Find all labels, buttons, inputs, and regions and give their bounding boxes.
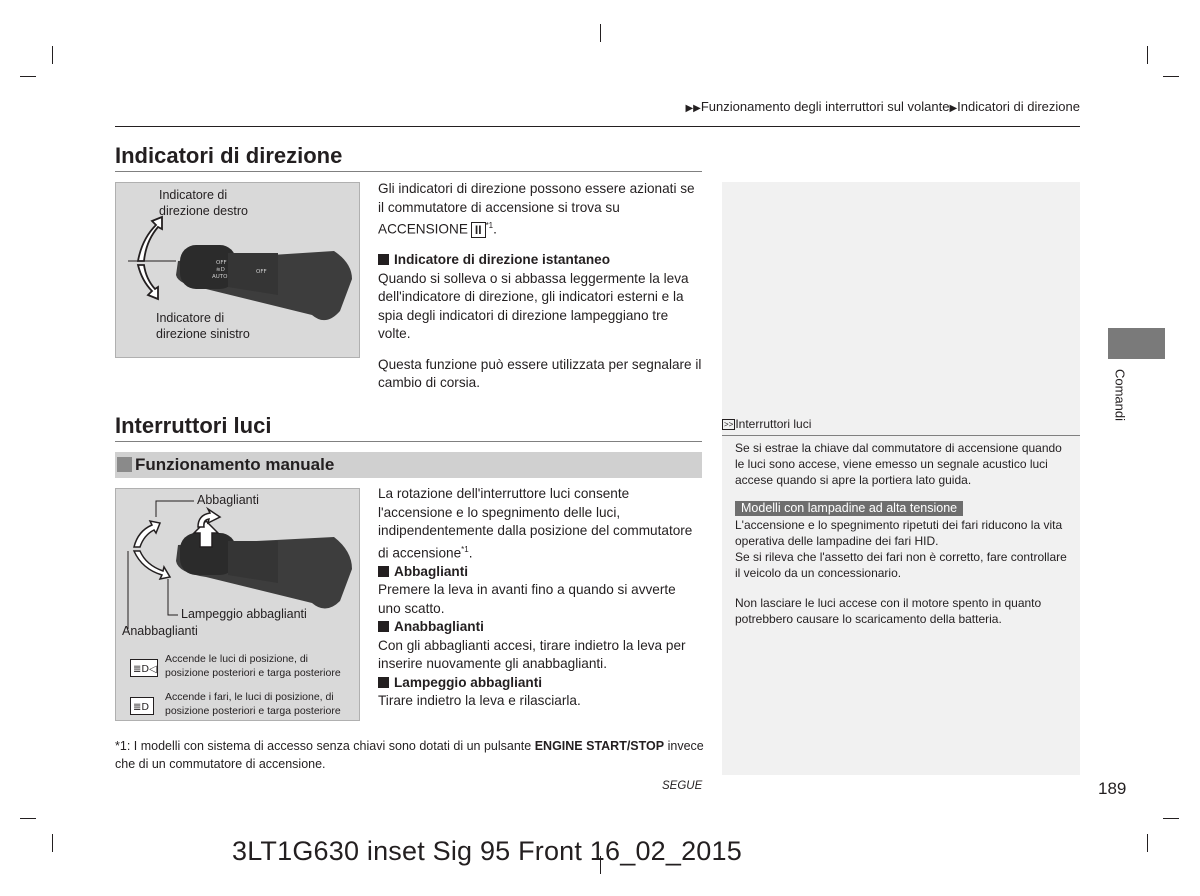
heading-low-beam: Anabbaglianti xyxy=(378,618,702,637)
crop-mark xyxy=(1163,818,1179,819)
turn-signal-text xyxy=(378,180,702,393)
sidebar-heading: >> Interruttori luci xyxy=(724,417,812,431)
crop-mark xyxy=(1147,46,1148,64)
footnote-ref: *1 xyxy=(461,544,469,554)
print-slug: 3LT1G630 inset Sig 95 Front 16_02_2015 xyxy=(232,836,742,866)
sidebar-para-key: Se si estrae la chiave dal commutatore di accensione quando le luci sono accese, viene emesso un segnale acustico luci accese quando si apre la portiera lato guida. xyxy=(735,441,1062,487)
low-beam-text: Con gli abbaglianti accesi, tirare indietro la leva per inserire nuovamente gli anabbaglianti. xyxy=(378,637,686,672)
svg-text:OFF: OFF xyxy=(256,269,267,275)
sidebar-para-battery: Non lasciare le luci accese con il motore spento in quanto potrebbero causare lo scaricamento della batteria. xyxy=(735,596,1042,626)
header-rule xyxy=(115,126,1080,127)
chapter-tab[interactable] xyxy=(1108,328,1165,359)
subhead-manual: Funzionamento manuale xyxy=(115,452,702,478)
section-rule xyxy=(115,171,702,172)
crop-mark xyxy=(52,834,53,852)
svg-text:≣D: ≣D xyxy=(133,702,150,713)
square-bullet-icon xyxy=(378,566,389,577)
label-flash: Lampeggio abbaglianti xyxy=(181,607,307,621)
double-triangle-icon: ▶▶ xyxy=(685,103,701,114)
turn-signal-figure xyxy=(115,182,360,358)
crop-mark xyxy=(1163,76,1179,77)
square-bullet-icon xyxy=(378,254,389,265)
sidebar-rule xyxy=(722,435,1080,436)
hid-models-tag: Modelli con lampadine ad alta tensione xyxy=(735,501,963,516)
breadcrumb-current: Indicatori di direzione xyxy=(957,99,1080,114)
turn-signal-intro: Gli indicatori di direzione possono essere azionati se il commutatore di accensione si trova su ACCENSIONE II $^{*1}$. xyxy=(378,181,695,237)
lights-text xyxy=(378,485,702,711)
triangle-icon: ▶ xyxy=(949,103,958,114)
svg-text:≣D◁: ≣D◁ xyxy=(133,664,157,675)
usage-text: Questa funzione può essere utilizzata per segnalare il cambio di corsia. xyxy=(378,356,702,391)
legend-position-lights: Accende le luci di posizione, di posizione posteriori e targa posteriore xyxy=(165,653,341,679)
headlights-icon xyxy=(130,697,154,715)
svg-text:AUTO: AUTO xyxy=(212,274,228,280)
chapter-tab-label: Comandi xyxy=(1112,368,1128,422)
crop-mark xyxy=(20,76,36,77)
crop-mark xyxy=(1147,834,1148,852)
breadcrumb-parent[interactable]: Funzionamento degli interruttori sul volante xyxy=(700,99,950,114)
legend-headlights: Accende i fari, le luci di posizione, di posizione posteriori e targa posteriore xyxy=(165,691,341,717)
high-beam-text: Premere la leva in avanti fino a quando si avverte uno scatto. xyxy=(378,582,676,616)
flash-text: Tirare indietro la leva e rilasciarla. xyxy=(378,693,581,709)
label-right-signal: Indicatore di direzione destro xyxy=(159,188,248,218)
crop-mark xyxy=(600,24,601,42)
svg-text:OFF: OFF xyxy=(216,260,227,266)
crop-mark xyxy=(20,818,36,819)
sidebar-para-aim: Se si rileva che l'assetto dei fari non è corretto, fare controllare il veicolo da un concessionario. xyxy=(735,550,1067,580)
sidebar-para-hid: L'accensione e lo spegnimento ripetuti dei fari riducono la vita operativa delle lampadine dei fari HID. xyxy=(735,518,1063,548)
continued-marker: SEGUE xyxy=(662,780,703,792)
square-bullet-icon xyxy=(378,621,389,632)
section-title-lights: Interruttori luci xyxy=(115,413,272,438)
heading-high-beam: Abbaglianti xyxy=(378,563,702,582)
position-lights-icon xyxy=(130,659,158,677)
svg-text:≋D: ≋D xyxy=(216,267,225,273)
double-arrow-icon: >> xyxy=(724,420,734,429)
square-bullet-icon xyxy=(117,457,132,472)
footnote: *1: I modelli con sistema di accesso senza chiavi sono dotati di un pulsante ENGINE START/STOP invece che di un commutatore di accensione. xyxy=(115,739,704,771)
footnote-button-name: ENGINE START/STOP xyxy=(534,739,665,753)
heading-instant: Indicatore di direzione istantaneo xyxy=(378,251,702,270)
light-switch-figure xyxy=(115,488,360,721)
label-left-signal: Indicatore di direzione sinistro xyxy=(156,311,250,341)
square-bullet-icon xyxy=(378,677,389,688)
lights-intro: La rotazione dell'interruttore luci consente l'accensione e lo spegnimento delle luci, indipendentemente dalla posizione del commutatore di accensione$^{*1}$. xyxy=(378,486,693,561)
label-high-beam: Abbaglianti xyxy=(197,493,259,507)
label-low-beam: Anabbaglianti xyxy=(122,624,198,638)
heading-flash: Lampeggio abbaglianti xyxy=(378,674,702,693)
breadcrumb xyxy=(685,99,1080,114)
section-title-turn-signals: Indicatori di direzione xyxy=(115,143,343,168)
crop-mark xyxy=(52,46,53,64)
ignition-position-icon: II xyxy=(471,222,486,238)
instant-text: Quando si solleva o si abbassa leggermente la leva dell'indicatore di direzione, gli indicatori esterni e la spia degli indicatori di direzione lampeggiano tre volte. xyxy=(378,270,689,342)
footnote-ref: *1 xyxy=(485,221,494,230)
page-number: 189 xyxy=(1098,779,1127,798)
section-rule xyxy=(115,441,702,442)
